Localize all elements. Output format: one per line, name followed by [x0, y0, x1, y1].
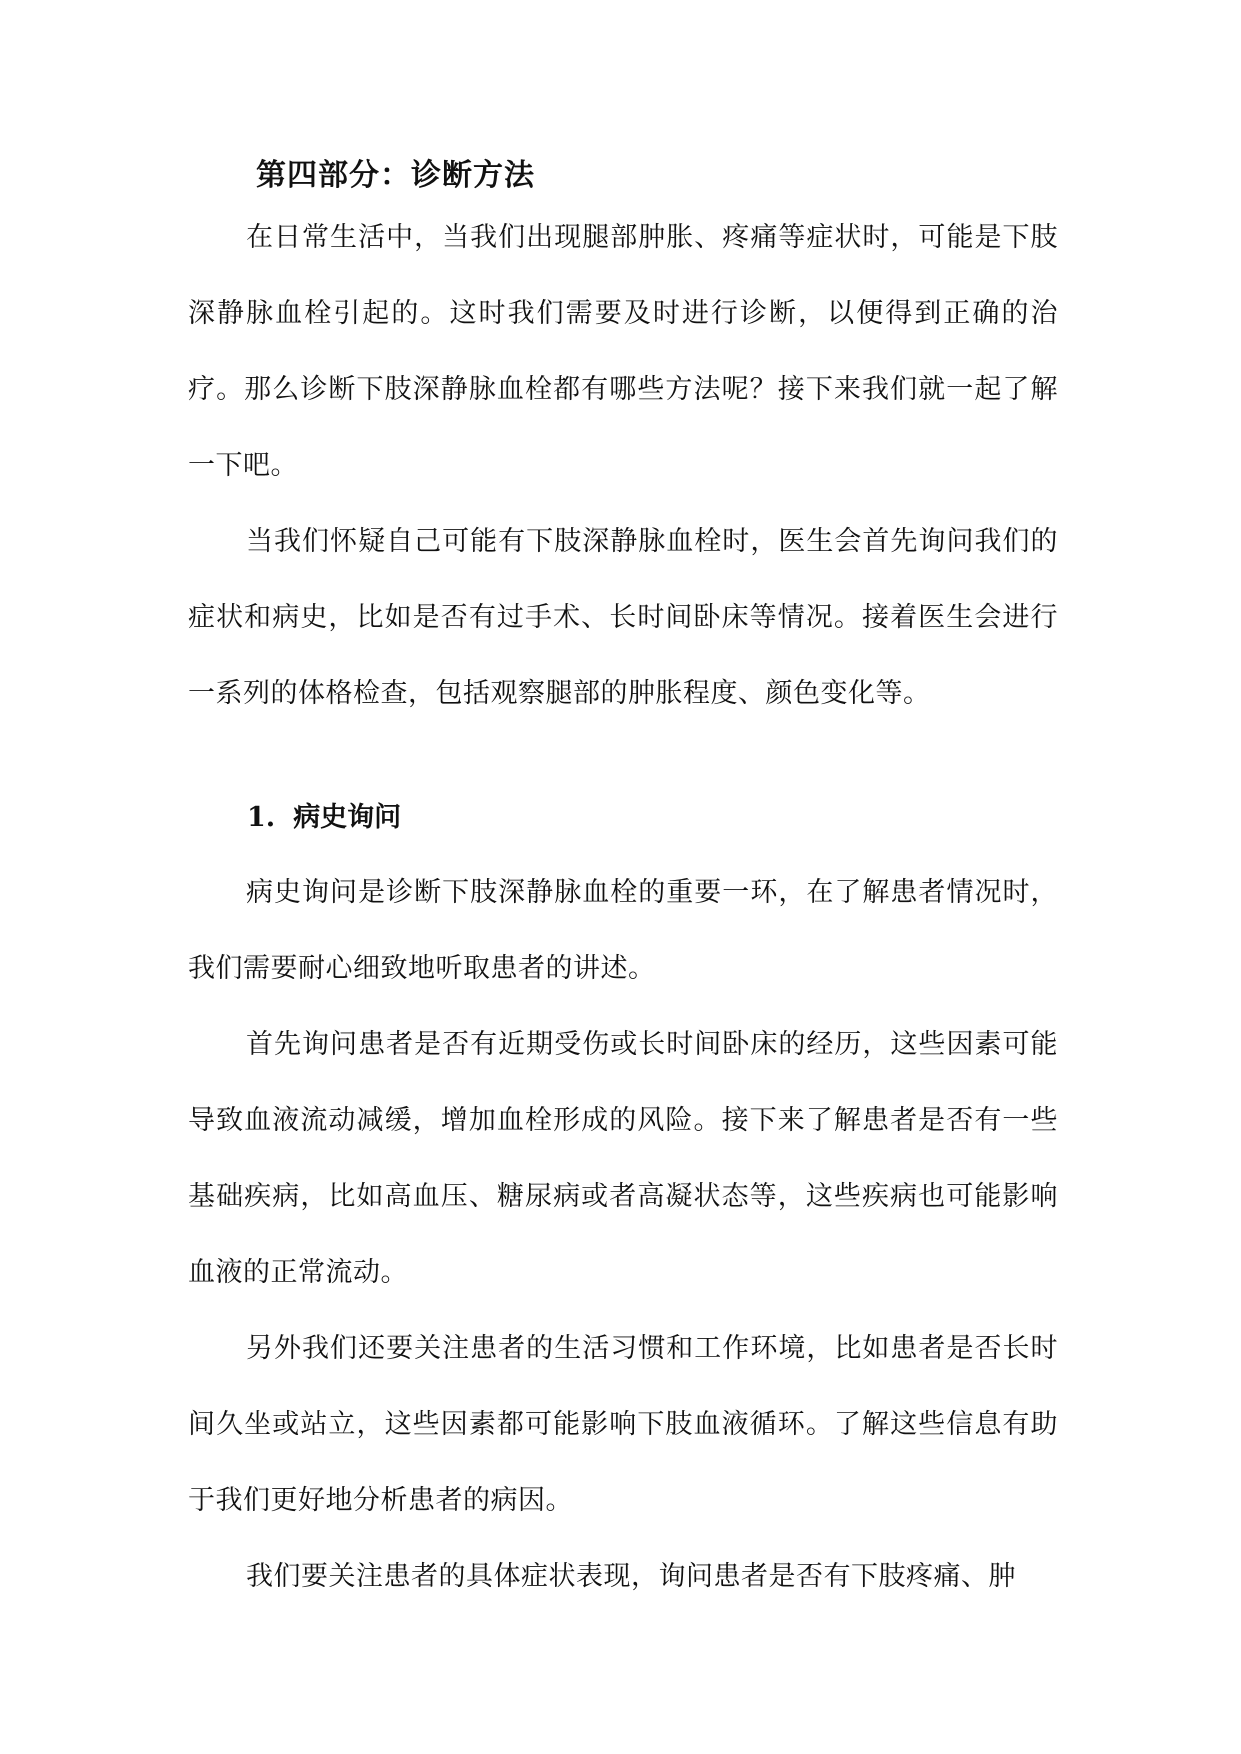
- body-paragraph-2: 首先询问患者是否有近期受伤或长时间卧床的经历，这些因素可能导致血液流动减缓，增加血栓形成的风险。接下来了解患者是否有一些基础疾病，比如高血压、糖尿病或者高凝状态等，这些疾病也可能影响血液的正常流动。: [188, 1029, 1058, 1288]
- section-title: 第四部分：诊断方法: [256, 158, 535, 193]
- body-paragraph-3: 另外我们还要关注患者的生活习惯和工作环境，比如患者是否长时间久坐或站立，这些因素都可能影响下肢血液循环。了解这些信息有助于我们更好地分析患者的病因。: [188, 1333, 1058, 1516]
- intro-paragraph-2: 当我们怀疑自己可能有下肢深静脉血栓时，医生会首先询问我们的症状和病史，比如是否有过手术、长时间卧床等情况。接着医生会进行一系列的体格检查，包括观察腿部的肿胀程度、颜色变化等。: [188, 526, 1058, 709]
- intro-paragraph-1: 在日常生活中，当我们出现腿部肿胀、疼痛等症状时，可能是下肢深静脉血栓引起的。这时我们需要及时进行诊断，以便得到正确的治疗。那么诊断下肢深静脉血栓都有哪些方法呢？接下来我们就一起了解一下吧。: [188, 222, 1058, 481]
- subsection-number: 1.: [247, 802, 276, 833]
- subsection-title: 病史询问: [293, 802, 402, 833]
- subsection-heading: [247, 795, 401, 834]
- body-paragraph-1: 病史询问是诊断下肢深静脉血栓的重要一环，在了解患者情况时，我们需要耐心细致地听取患者的讲述。: [188, 877, 1058, 984]
- body-paragraph-4: 我们要关注患者的具体症状表现，询问患者是否有下肢疼痛、肿: [246, 1561, 1016, 1592]
